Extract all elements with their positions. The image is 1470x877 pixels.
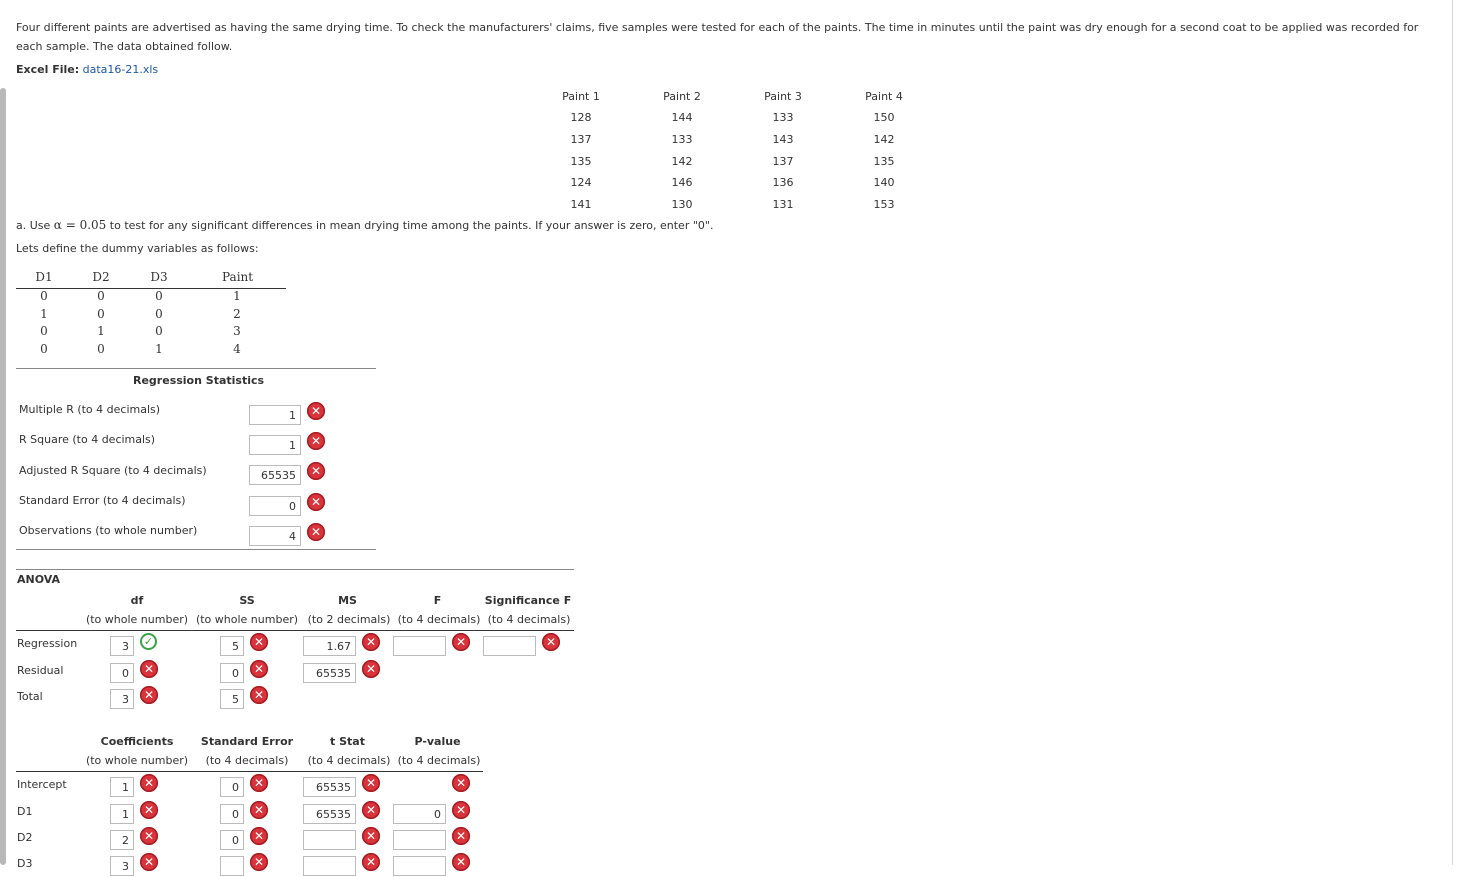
regstats-title: Regression Statistics bbox=[133, 374, 265, 387]
table-cell: 0 bbox=[40, 324, 48, 338]
table-cell: 0 bbox=[155, 324, 163, 338]
table-cell: 137 bbox=[570, 133, 592, 146]
table-cell: 133 bbox=[671, 133, 693, 146]
table-cell: 137 bbox=[772, 155, 794, 168]
col-header-paint-1: Paint 1 bbox=[562, 90, 600, 103]
anova-sub-df: (to whole number) bbox=[85, 613, 189, 626]
table-cell: 4 bbox=[233, 341, 241, 356]
x-circle-icon: ✕ bbox=[250, 827, 268, 845]
anova-sub-ss: (to whole number) bbox=[195, 613, 299, 626]
coef-row-intercept-label: Intercept bbox=[17, 778, 67, 791]
excel-file-label: Excel File: bbox=[16, 63, 80, 76]
x-circle-icon: ✕ bbox=[362, 660, 380, 678]
x-circle-icon: ✕ bbox=[250, 801, 268, 819]
col-header-paint-2: Paint 2 bbox=[663, 90, 701, 103]
x-circle-icon: ✕ bbox=[250, 660, 268, 678]
divider bbox=[16, 368, 376, 369]
table-cell: 0 bbox=[97, 341, 105, 356]
dummy-header-d2: D2 bbox=[92, 270, 110, 284]
adjusted-r-square-input[interactable]: 65535 bbox=[249, 465, 301, 485]
total-df-input[interactable]: 3 bbox=[110, 689, 134, 709]
regression-ss-input[interactable]: 5 bbox=[220, 636, 244, 656]
observations-label: Observations (to whole number) bbox=[19, 524, 198, 537]
question-a-pre: a. Use bbox=[16, 219, 54, 232]
divider bbox=[16, 569, 574, 570]
question-a-post: to test for any significant differences in mean drying time among the paints. If your answer is zero, enter "0". bbox=[106, 219, 714, 232]
table-cell: 142 bbox=[873, 133, 895, 146]
table-cell: 133 bbox=[772, 111, 794, 124]
table-cell: 146 bbox=[671, 176, 693, 189]
table-cell: 1 bbox=[97, 324, 105, 338]
coef-col-t-stat: t Stat bbox=[330, 735, 365, 748]
intercept-coef-input[interactable]: 1 bbox=[110, 777, 134, 797]
table-cell: 0 bbox=[155, 289, 163, 303]
table-row bbox=[16, 342, 286, 360]
table-cell: 0 bbox=[97, 306, 105, 321]
anova-sub-ms: (to 2 decimals) bbox=[307, 613, 391, 626]
d3-p-input[interactable] bbox=[393, 856, 446, 876]
r-square-input[interactable]: 1 bbox=[249, 435, 301, 455]
x-circle-icon: ✕ bbox=[140, 853, 158, 871]
table-cell: 144 bbox=[671, 111, 693, 124]
x-circle-icon: ✕ bbox=[250, 774, 268, 792]
table-cell: 124 bbox=[570, 176, 592, 189]
d1-t-input[interactable]: 65535 bbox=[303, 804, 356, 824]
x-circle-icon: ✕ bbox=[140, 827, 158, 845]
table-cell: 1 bbox=[40, 306, 48, 321]
x-circle-icon: ✕ bbox=[140, 660, 158, 678]
coef-row-d2-label: D2 bbox=[17, 831, 33, 844]
d2-se-input[interactable]: 0 bbox=[220, 830, 244, 850]
x-circle-icon: ✕ bbox=[140, 774, 158, 792]
regression-f-input[interactable] bbox=[393, 636, 446, 656]
divider bbox=[16, 771, 483, 772]
x-circle-icon: ✕ bbox=[250, 853, 268, 871]
anova-sub-f: (to 4 decimals) bbox=[397, 613, 481, 626]
x-circle-icon: ✕ bbox=[452, 827, 470, 845]
scrollbar[interactable] bbox=[0, 88, 6, 865]
table-cell: 1 bbox=[233, 289, 241, 303]
total-ss-input[interactable]: 5 bbox=[220, 689, 244, 709]
anova-col-f: F bbox=[433, 594, 442, 607]
coef-row-d3-label: D3 bbox=[17, 857, 33, 870]
x-circle-icon: ✕ bbox=[362, 774, 380, 792]
table-cell: 141 bbox=[570, 198, 592, 211]
table-cell: 1 bbox=[155, 341, 163, 356]
intercept-se-input[interactable]: 0 bbox=[220, 777, 244, 797]
dummy-header-d3: D3 bbox=[150, 270, 168, 284]
x-circle-icon: ✕ bbox=[250, 633, 268, 651]
multiple-r-label: Multiple R (to 4 decimals) bbox=[19, 403, 161, 416]
dummy-header-row bbox=[16, 270, 286, 289]
col-header-paint-4: Paint 4 bbox=[865, 90, 903, 103]
multiple-r-input[interactable]: 1 bbox=[249, 405, 301, 425]
anova-row-regression-label: Regression bbox=[17, 637, 78, 650]
d1-p-input[interactable]: 0 bbox=[393, 804, 446, 824]
anova-title: ANOVA bbox=[17, 573, 61, 586]
intercept-t-input[interactable]: 65535 bbox=[303, 777, 356, 797]
d3-se-input[interactable] bbox=[220, 856, 244, 876]
x-circle-icon: ✕ bbox=[307, 493, 325, 511]
d2-coef-input[interactable]: 2 bbox=[110, 830, 134, 850]
anova-sub-sigf: (to 4 decimals) bbox=[487, 613, 571, 626]
anova-row-residual-label: Residual bbox=[17, 664, 64, 677]
table-cell: 3 bbox=[233, 324, 241, 338]
d3-coef-input[interactable]: 3 bbox=[110, 856, 134, 876]
coef-sub-standard-error: (to 4 decimals) bbox=[205, 754, 289, 767]
regression-df-input[interactable]: 3 bbox=[110, 636, 134, 656]
x-circle-icon: ✕ bbox=[452, 853, 470, 871]
regression-ms-input[interactable]: 1.67 bbox=[303, 636, 356, 656]
table-cell: 143 bbox=[772, 133, 794, 146]
x-circle-icon: ✕ bbox=[307, 462, 325, 480]
anova-col-ms: MS bbox=[338, 594, 357, 607]
x-circle-icon: ✕ bbox=[542, 633, 560, 651]
observations-input[interactable]: 4 bbox=[249, 526, 301, 546]
residual-ss-input[interactable]: 0 bbox=[220, 663, 244, 683]
alpha-value: α = 0.05 bbox=[53, 218, 107, 232]
x-circle-icon: ✕ bbox=[140, 686, 158, 704]
x-circle-icon: ✕ bbox=[452, 801, 470, 819]
table-cell: 0 bbox=[40, 341, 48, 356]
table-row bbox=[16, 307, 286, 325]
anova-col-sigf: Significance F bbox=[484, 594, 572, 607]
d3-t-input[interactable] bbox=[303, 856, 356, 876]
table-cell: 2 bbox=[233, 306, 241, 321]
regression-sigf-input[interactable] bbox=[483, 636, 536, 656]
coef-sub-p-value: (to 4 decimals) bbox=[397, 754, 481, 767]
x-circle-icon: ✕ bbox=[307, 523, 325, 541]
x-circle-icon: ✕ bbox=[307, 432, 325, 450]
residual-ms-input[interactable]: 65535 bbox=[303, 663, 356, 683]
d1-coef-input[interactable]: 1 bbox=[110, 804, 134, 824]
coef-sub-coefficients: (to whole number) bbox=[85, 754, 189, 767]
coef-col-coefficients: Coefficients bbox=[100, 735, 174, 748]
residual-df-input[interactable]: 0 bbox=[110, 663, 134, 683]
table-row bbox=[16, 289, 286, 307]
check-circle-icon: ✓ bbox=[140, 633, 157, 650]
dummy-header-d1: D1 bbox=[35, 270, 53, 284]
standard-error-input[interactable]: 0 bbox=[249, 496, 301, 516]
divider bbox=[16, 630, 574, 631]
table-cell: 128 bbox=[570, 111, 592, 124]
excel-file-line bbox=[16, 63, 158, 76]
adjusted-r-square-label: Adjusted R Square (to 4 decimals) bbox=[19, 464, 207, 477]
coef-sub-t-stat: (to 4 decimals) bbox=[307, 754, 391, 767]
divider bbox=[16, 549, 376, 550]
table-cell: 150 bbox=[873, 111, 895, 124]
coef-row-d1-label: D1 bbox=[17, 805, 33, 818]
table-cell: 130 bbox=[671, 198, 693, 211]
page-border bbox=[1452, 0, 1453, 865]
col-header-paint-3: Paint 3 bbox=[764, 90, 802, 103]
table-cell: 0 bbox=[155, 306, 163, 321]
table-cell: 135 bbox=[873, 155, 895, 168]
x-circle-icon: ✕ bbox=[452, 633, 470, 651]
anova-row-total-label: Total bbox=[17, 690, 43, 703]
x-circle-icon: ✕ bbox=[307, 402, 325, 420]
anova-col-df: df bbox=[130, 594, 144, 607]
d2-t-input[interactable] bbox=[303, 830, 356, 850]
excel-file-link[interactable]: data16-21.xls bbox=[82, 63, 159, 76]
standard-error-label: Standard Error (to 4 decimals) bbox=[19, 494, 186, 507]
r-square-label: R Square (to 4 decimals) bbox=[19, 433, 156, 446]
dummy-variable-table bbox=[16, 270, 286, 359]
dummy-header-paint: Paint bbox=[222, 270, 254, 284]
table-cell: 142 bbox=[671, 155, 693, 168]
x-circle-icon: ✕ bbox=[362, 827, 380, 845]
d2-p-input[interactable] bbox=[393, 830, 446, 850]
table-cell: 140 bbox=[873, 176, 895, 189]
question-a bbox=[16, 218, 713, 232]
x-circle-icon: ✕ bbox=[250, 686, 268, 704]
table-cell: 135 bbox=[570, 155, 592, 168]
table-cell: 0 bbox=[97, 289, 105, 303]
x-circle-icon: ✕ bbox=[362, 633, 380, 651]
dummy-definition-text: Lets define the dummy variables as follows: bbox=[16, 242, 259, 255]
table-cell: 131 bbox=[772, 198, 794, 211]
problem-intro: Four different paints are advertised as having the same drying time. To check the manufacturers' claims, five samples were tested for each of the paints. The time in minutes until the paint was dry enough for a second coat to be applied was recorded for each sample. The data obtained follow. bbox=[16, 21, 1419, 53]
x-circle-icon: ✕ bbox=[362, 853, 380, 871]
table-cell: 0 bbox=[40, 289, 48, 303]
d1-se-input[interactable]: 0 bbox=[220, 804, 244, 824]
x-circle-icon: ✕ bbox=[362, 801, 380, 819]
anova-col-ss: SS bbox=[239, 594, 255, 607]
table-cell: 153 bbox=[873, 198, 895, 211]
table-row bbox=[16, 324, 286, 342]
coef-col-p-value: P-value bbox=[414, 735, 461, 748]
coef-col-standard-error: Standard Error bbox=[200, 735, 294, 748]
x-circle-icon: ✕ bbox=[452, 774, 470, 792]
x-circle-icon: ✕ bbox=[140, 801, 158, 819]
table-cell: 136 bbox=[772, 176, 794, 189]
